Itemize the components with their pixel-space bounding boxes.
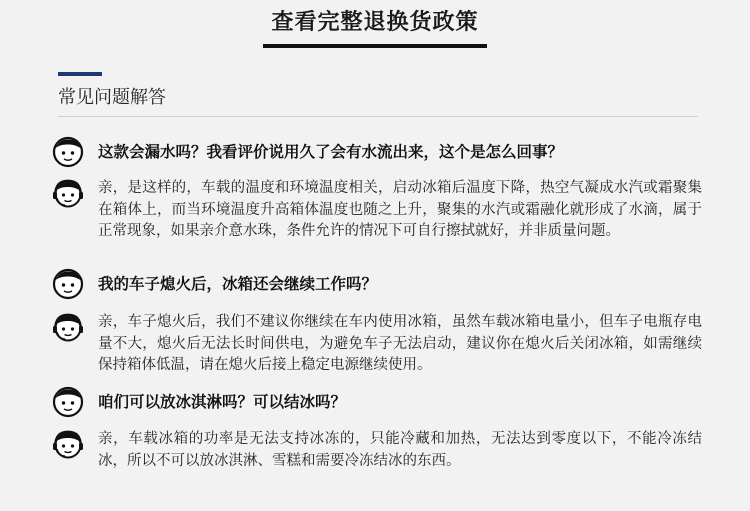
agent-headset-icon <box>52 178 84 210</box>
section-title: 常见问题解答 <box>58 87 166 108</box>
faq-question: 这款会漏水吗？我看评价说用久了会有水流出来，这个是怎么回事？ <box>98 142 564 161</box>
faq-answer: 亲，车载冰箱的功率是无法支持冰冻的，只能冷藏和加热，无法达到零度以下，不能冷冻结冰，所以不可以放冰淇淋、雪糕和需要冷冻结冰的东西。 <box>98 431 702 469</box>
faq-question-row <box>52 386 702 418</box>
faq-answer-row <box>52 429 702 472</box>
faq-answer: 亲，车子熄火后，我们不建议你继续在车内使用冰箱，虽然车载冰箱电量小，但车子电瓶存电量不大，熄火后无法长时间供电，为避免车子无法启动，建议你在熄火后关闭冰箱，如需继续保持箱体低温，请在熄火后接上稳定电源继续使用。 <box>98 314 702 373</box>
faq-answer: 亲，是这样的，车载的温度和环境温度相关，启动冰箱后温度下降，热空气凝成水汽或霜聚集在箱体上，而当环境温度升高箱体温度也随之上升，聚集的水汽或霜融化就形成了水滴，属于正常现象，如果亲介意水珠，条件允许的情况下可自行擦拭就好，并非质量问题。 <box>98 180 702 239</box>
agent-headset-icon <box>52 429 84 461</box>
section-accent-bar <box>58 72 102 76</box>
agent-headset-icon <box>52 312 84 344</box>
header <box>0 8 750 48</box>
customer-face-icon <box>52 386 84 418</box>
faq-answer-row <box>52 312 702 377</box>
customer-face-icon <box>52 268 84 300</box>
faq-question-row <box>52 268 702 300</box>
faq-question-row <box>52 136 702 168</box>
faq-question: 咱们可以放冰淇淋吗？可以结冰吗？ <box>98 392 347 411</box>
section-divider <box>58 116 698 117</box>
faq-question: 我的车子熄火后，冰箱还会继续工作吗？ <box>98 274 378 293</box>
customer-face-icon <box>52 136 84 168</box>
page-title: 查看完整退换货政策 <box>263 8 486 48</box>
faq-answer-row <box>52 178 702 243</box>
